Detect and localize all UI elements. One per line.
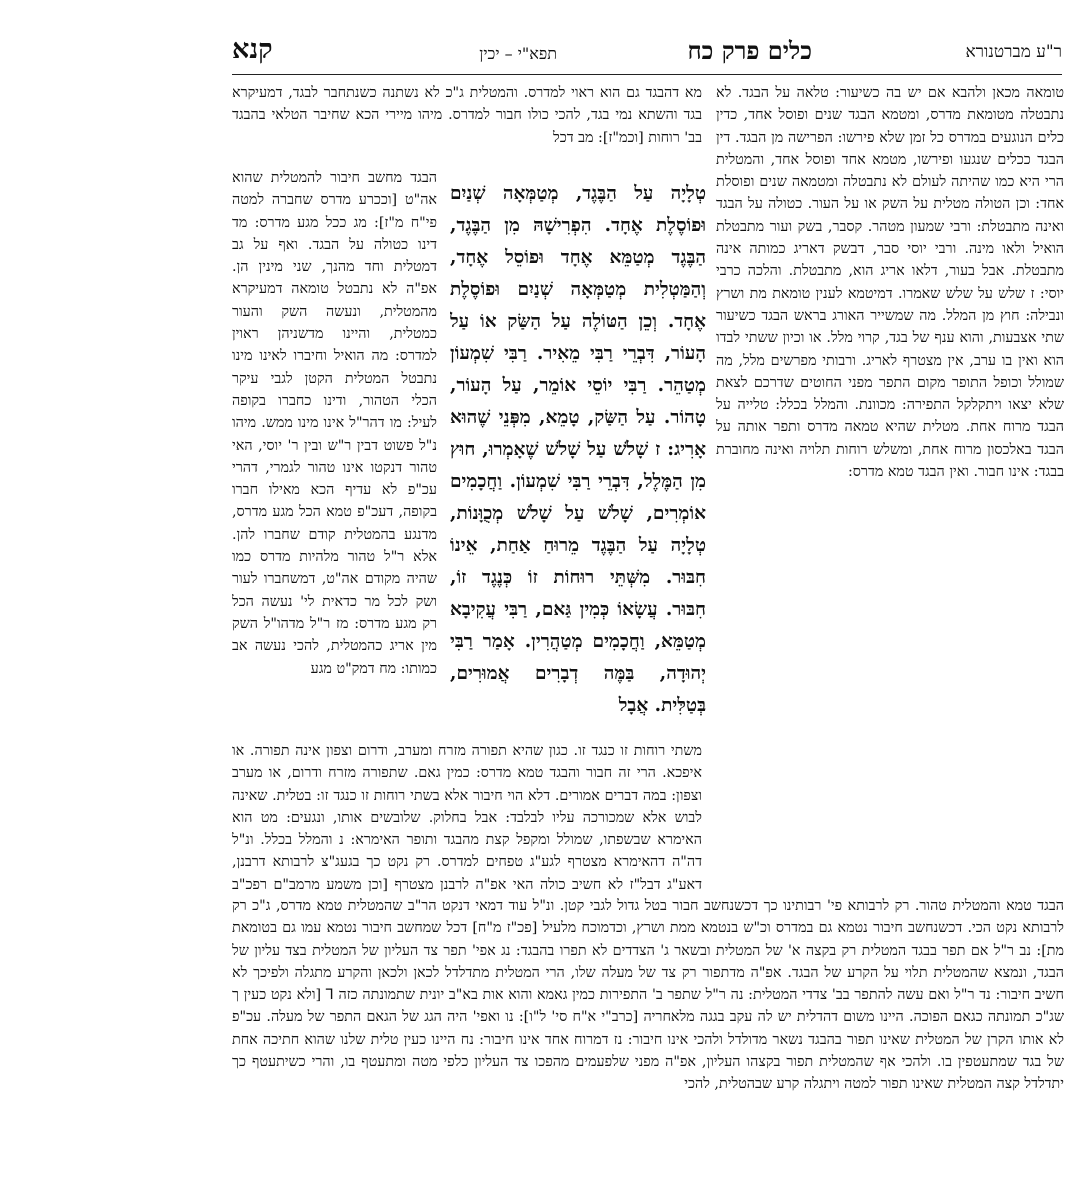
bottom-middle-commentary-text: משתי רוחות זו כנגד זו. כגון שהיא תפורה מזרח ומערב, ודרום וצפון אינה תפורה. או איפכא. הרי זה חבור והבגד טמא מדרס: כמין גאם. שתפורה מזרח ודרום, או מערב וצפון: במה דברים אמורים. דלא הוי חיבור אלא בשתי רוחות זו כנגד זו: בטלית. שאינה לבוש אלא שמכורכה עליו לבלבד: אבל בחלוק. שלובשים אותו, ונגעים: מט הוא האימרא שבשפתו, שמולל ומקפל קצת מהבגד ותופר האימרא: נ והמלל בכלל. ונ"ל דה"ה דהאימרא מצטרף לגע"ג טפחים למדרס. רק נקט כך בגעג"צ לרבותא דרבנן, דאע"ג דבל"ז לא חשיב כולה האי אפ"ה לרבנן מצטרף [וכן משמע מרמב"ם רפכ"ב: [232, 743, 702, 892]
tiferet-commentary-top-text: מא דהבגד גם הוא ראוי למדרס. והמטלית ג"כ לא נשתנה כשנתחבר לבגד, דמעיקרא בגד והשתא נמי בגד, להכי כולו חבור למדרס. מיהו מיירי הכא שחיבר הטלאי בהבגד בב' רוחות [וכמ"ז]: מב דכל: [232, 85, 702, 146]
page-header: [232, 36, 1062, 72]
tractate-chapter-title: כלים פרק כח: [687, 36, 812, 65]
header-rule: [232, 74, 1062, 75]
bartenura-commentary-column: [716, 82, 1064, 890]
folio-number: קנא: [232, 34, 273, 65]
tiferet-commentary-text: הבגד מחשב חיבור להמטלית שהוא אה"ט [וככרע מדרס שחברה למטה פי"ח מ"ז]: מג ככל מגע מדרס: מד דינו כטולה על הבגד. ואף על גב דמטלית וחד מהנך, שני מינין הן. אפ"ה לא נתבטל טומאה דמעיקרא מהמטלית, ונעשה השק והעור כמטלית, והיינו מדשניהן ראוין למדרס: מה הואיל וחיברו לאינו מינו נתבטל המטלית הקטן לגבי עיקר הכלי הטהור, ודינו כחברו בקופה לעיל: מו דהר"ל אינו מינו ממש. מיהו נ"ל פשוט דבין ר"ש ובין ר' יוסי, האי טהור דנקטו אינו טהור לגמרי, דהרי עכ"פ לא עדיף הכא מאילו חברו בקופה, דעכ"פ טמא הכל מגע מדרס, מדנגע בהמטלית קודם שחברו להן. אלא ר"ל טהור מלהיות מדרס כמו שהיה מקודם אה"ט, דמשחברו לעור ושק לכל מר כדאית לי' נעשה הכל רק מגע מדרס: מז ר"ל מדהו"ל השק מין אריג כהמטלית, להכי נעשה אב כמותו: מח דמק"ט מגע: [232, 170, 437, 677]
mishna-text-block: [450, 178, 706, 738]
bartenura-commentary-text: טומאה מכאן ולהבא אם יש בה כשיעור: טלאה על הבגד. לא נתבטלה מטומאת מדרס, ומטמא הבגד שנים ופוסל אחד, כדין כלים הנוגעים במדרס כל זמן שלא פירשו: הפרישה מן הבגד. דין הבגד ככלים שנגעו ופירשו, מטמא אחד ופוסל אחד, והמטלית הרי היא כמו שהיתה לעולם לא נתבטלה ומטמאה שנים ופוסלת אחד: וכן הטולה מטלית על השק או על העור. כטולה על הבגד ואינה מתבטלת: ורבי שמעון מטהר. קסבר, בשק ועור מתבטלת הואיל ולאו מינה. ורבי יוסי סבר, דבשק דאריג כמותה אינה מתבטלת. אבל בעור, דלאו אריג הוא, מתבטלת. והלכה כרבי יוסי: ז שלש על שלש שאמרו. דמיטמא לענין טומאת מת ושרץ ונבילה: חוץ מן המלל. מה שמשייר האורג בראש הבגד כשיעור שתי אצבעות, והוא ענף של בגד, קרוי מלל. או וכיון ששתי לבדו הוא ואין בו ערב, אין מצטרף לאריג. ורבותי מפרשים מלל, מה שמולל וכופל התופר מקום התפר מפני החוטים שדרכם לצאת שלא יצאו ויתקלקל התפירה: מכוונת. והמלל בכלל: טלייה על הבגד מרוח אחת. מטלית שהיא טמאה מדרס ותפר אותה על הבגד באלכסון מרוח אחת, ומשלש רוחות תלויה ואינה מחוברת בבגד: אינו חבור. ואין הבגד טמא מדרס:: [716, 85, 1064, 481]
bottom-middle-commentary: [232, 740, 702, 892]
commentary-title: ר"ע מברטנורא: [965, 42, 1062, 62]
bottom-commentary-text: הבגד טמא והמטלית טהור. רק לרבותא פי' רבותינו כך דכשנחשב חבור בטל גדול לגבי קטן. ונ"ל עוד דמאי דנקט הר"ב שהמטלית טמא מדרס, ג"כ רק לרבותא נקט הכי. דכשנחשב חיבור נטמא גם במדרס וכ"ש בנטמא ממת ושרץ, וכדמוכח מלעיל [פכ"ז מ"ח] דכל שמחשב חיבור נטמא עמו גם בטומאת מת]: נב ר"ל אם תפר בבגד המטלית רק בקצה א' של המטלית ובשאר ג' הצדדים לא תפרו בהבגד: נג אפי' תפר צד העליון של המטלית בצד עליון של הבגד, ונמצא שהמטלית תלוי על הקרע של הבגד. אפ"ה מדתפור רק צד של מעלה שלו, הרי המטלית מתדלדל לכאן ולכאן והקרע מתגלה ולפיכך לא חשיב חיבור: נד ר"ל ואם עשה להתפר בב' צדדי המטלית: נה ר"ל שתפר ב' התפירות כמין גאמא והוא אות בא"ב יונית שתמונתה כזה ⅂ [ולא נקט כעין ך שג"כ תמונתה כגאם הפוכה. היינו משום דהדלית יש לה עקב בגגה מלאחריה [כרב"י א"ח סי' ל"ו]: נו ואפי' היה הגג של הגאם התפר של מעלה. עכ"פ לא אותו הקרן של המטלית שאינו תפור בהבגד נשאר מדולדל ולהכי אינו חיבור: נז דמרוח אחד אינו חיבור: נח היינו כעין טלית שלנו שהוא חתיכה אחת של בגד שמתעטפין בו. ולהכי אף שהמטלית תפור בקצהו העליון, אפ"ה מפני שלפעמים מהפכו צד העליון כלפי מטה ומתעטף בו, והרי כשיתעטף כך יתדלדל קצה המטלית שאינו תפור למטה ויתגלה קרע שבהטלית, להכי: [232, 898, 1064, 1093]
section-range: תפא"י – יכין: [479, 44, 557, 63]
bottom-commentary: [232, 895, 1064, 1165]
mishna-text: טְלָיָה עַל הַבֶּגֶד, מְטַמְּאָה שְׁנַיִם וּפוֹסֶלֶת אֶחָד. הִפְרִישָׁהּ מִן הַבֶּגֶד, הַבֶּגֶד מְטַמֵּא אֶחָד וּפוֹסֵל אֶחָד, וְהַמַּטְלִית מְטַמְּאָה שְׁנַיִם וּפוֹסֶלֶת אֶחָד. וְכֵן הַטּוֹלֶה עַל הַשַּׂק אוֹ עַל הָעוֹר, דִּבְרֵי רַבִּי מֵאִיר. רַבִּי שִׁמְעוֹן מְטַהֵר. רַבִּי יוֹסֵי אוֹמֵר, עַל הָעוֹר, טָהוֹר. עַל הַשַּׂק, טָמֵא, מִפְּנֵי שֶׁהוּא אָרִיג: ז שָׁלֹשׁ עַל שָׁלֹשׁ שֶׁאָמְרוּ, חוּץ מִן הַמֶּלֶל, דִּבְרֵי רַבִּי שִׁמְעוֹן. וַחֲכָמִים אוֹמְרִים, שָׁלֹשׁ עַל שָׁלֹשׁ מְכֻוָּנוֹת, טְלָיָה עַל הַבֶּגֶד מֵרוּחַ אַחַת, אֵינוֹ חִבּוּר. מִשְּׁתֵּי רוּחוֹת זוֹ כְּנֶגֶד זוֹ, חִבּוּר. עֲשָׂאוֹ כְּמִין גַּאם, רַבִּי עֲקִיבָא מְטַמֵּא, וַחֲכָמִים מְטַהֲרִין. אָמַר רַבִּי יְהוּדָה, בַּמֶּה דְבָרִים אֲמוּרִים, בְּטַלִּית. אֲבָל: [450, 183, 706, 716]
